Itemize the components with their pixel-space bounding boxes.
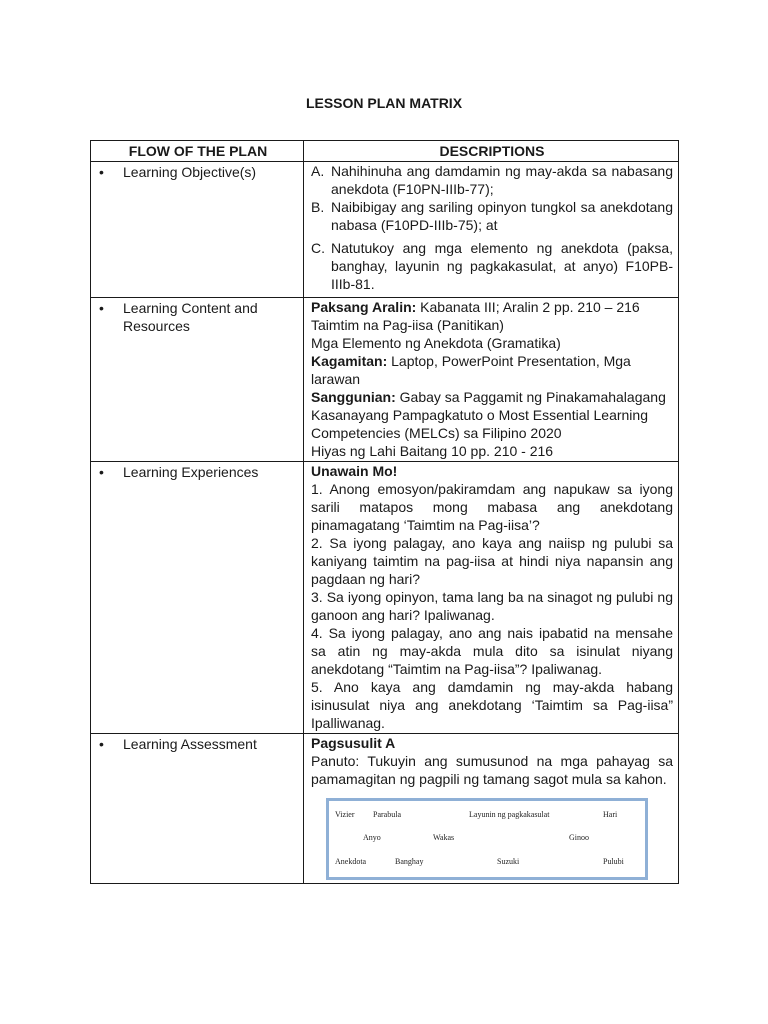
word-choice: Anyo: [363, 833, 381, 842]
description-cell: [304, 462, 679, 734]
objective-item: [311, 239, 673, 296]
description-cell: [304, 734, 679, 884]
flow-cell: [91, 298, 304, 462]
experiences-heading: Unawain Mo!: [311, 463, 398, 479]
flow-cell: [91, 734, 304, 884]
objective-item: [311, 162, 673, 198]
content-line: Mga Elemento ng Anekdota (Gramatika): [311, 335, 561, 351]
objective-item: [311, 198, 673, 234]
content-line: Taimtim na Pag-iisa (Panitikan): [311, 317, 504, 333]
objective-text: Natutukoy ang mga elemento ng anekdota (paksa, banghay, layunin ng pagkakasulat, at anyo) F10PB-IIIb-81.: [331, 240, 673, 292]
table-row-objectives: [91, 162, 679, 298]
word-choice: Suzuki: [497, 857, 520, 866]
lesson-plan-table: [90, 140, 679, 884]
flow-cell: [91, 462, 304, 734]
bullet-icon: •: [99, 464, 104, 480]
flow-label: Learning Assessment: [123, 736, 257, 752]
document-title: LESSON PLAN MATRIX: [305, 95, 463, 111]
assessment-instruction: Panuto: Tukuyin ang sumusunod na mga pahayag sa pamamagitan ng pagpili ng tamang sagot mula sa kahon.: [311, 753, 673, 787]
flow-label: Learning Experiences: [123, 464, 259, 480]
flow-label: Learning Content and Resources: [123, 300, 258, 334]
table-row-content: [91, 298, 679, 462]
bullet-icon: •: [99, 736, 104, 752]
question-item: 2. Sa iyong palagay, ano kaya ang naiisp ng pulubi sa kaniyang taimtim na pag-iisa at hindi niya napansin ang pagdaan ng hari?: [311, 535, 673, 587]
description-cell: [304, 162, 679, 298]
word-choice: Banghay: [395, 857, 424, 866]
word-choice: Ginoo: [569, 833, 589, 842]
table-header-row: [91, 141, 679, 162]
question-item: 1. Anong emosyon/pakiramdam ang napukaw sa iyong sarili matapos mong mabasa ang anekdotang pinamagatang ‘Taimtim na Pag-iisa’?: [311, 481, 673, 533]
assessment-heading: Pagsusulit A: [311, 735, 396, 751]
bullet-icon: •: [99, 164, 104, 180]
paksang-label: Paksang Aralin:: [311, 299, 417, 315]
word-choice: Wakas: [433, 833, 455, 842]
flow-label: Learning Objective(s): [123, 164, 257, 180]
kagamitan-value: Laptop, PowerPoint Presentation, Mga larawan: [311, 353, 631, 387]
paksang-aralin: [311, 298, 673, 316]
kagamitan: [311, 352, 673, 388]
word-choice: Layunin ng pagkakasulat: [469, 810, 550, 819]
objective-text: Naibibigay ang sariling opinyon tungkol sa anekdotang nabasa (F10PD-IIIb-75); at: [331, 199, 673, 233]
objective-letter: B.: [311, 199, 325, 215]
word-choice-box: [326, 798, 648, 880]
sanggunian: [311, 388, 673, 442]
flow-cell: [91, 162, 304, 298]
header-flow: FLOW OF THE PLAN: [91, 141, 304, 162]
sanggunian-value: Gabay sa Paggamit ng Pinakamahalagang Kasanayang Pampagkatuto o Most Essential Learning Competencies (MELCs) sa Filipino 2020: [311, 389, 666, 441]
objective-letter: C.: [311, 240, 325, 256]
header-descriptions: DESCRIPTIONS: [304, 141, 679, 162]
word-choice: Parabula: [373, 810, 401, 819]
objective-text: Nahihinuha ang damdamin ng may-akda sa nabasang anekdota (F10PN-IIIb-77);: [331, 163, 673, 197]
word-choice: Vizier: [335, 810, 355, 819]
table-row-experiences: [91, 462, 679, 734]
objective-letter: A.: [311, 163, 325, 179]
sanggunian-label: Sanggunian:: [311, 389, 396, 405]
question-item: 5. Ano kaya ang damdamin ng may-akda habang isinusulat niya ang anekdotang ‘Taimtim sa Pag-iisa” Ipalliwanag.: [311, 679, 673, 731]
word-choice: Hari: [603, 810, 618, 819]
bullet-icon: •: [99, 300, 104, 316]
question-item: 4. Sa iyong palagay, ano ang nais ipabatid na mensahe sa atin ng may-akda mula dito sa isinulat niyang anekdotang “Taimtim na Pag-iisa”? Ipaliwanag.: [311, 625, 673, 677]
description-cell: [304, 298, 679, 462]
kagamitan-label: Kagamitan:: [311, 353, 388, 369]
word-choice: Pulubi: [603, 857, 624, 866]
word-choice: Anekdota: [335, 857, 367, 866]
table-row-assessment: [91, 734, 679, 884]
question-item: 3. Sa iyong opinyon, tama lang ba na sinagot ng pulubi ng ganoon ang hari? Ipaliwanag.: [311, 589, 673, 623]
content-line: Hiyas ng Lahi Baitang 10 pp. 210 - 216: [311, 443, 554, 459]
paksang-value: Kabanata III; Aralin 2 pp. 210 – 216: [416, 299, 640, 315]
